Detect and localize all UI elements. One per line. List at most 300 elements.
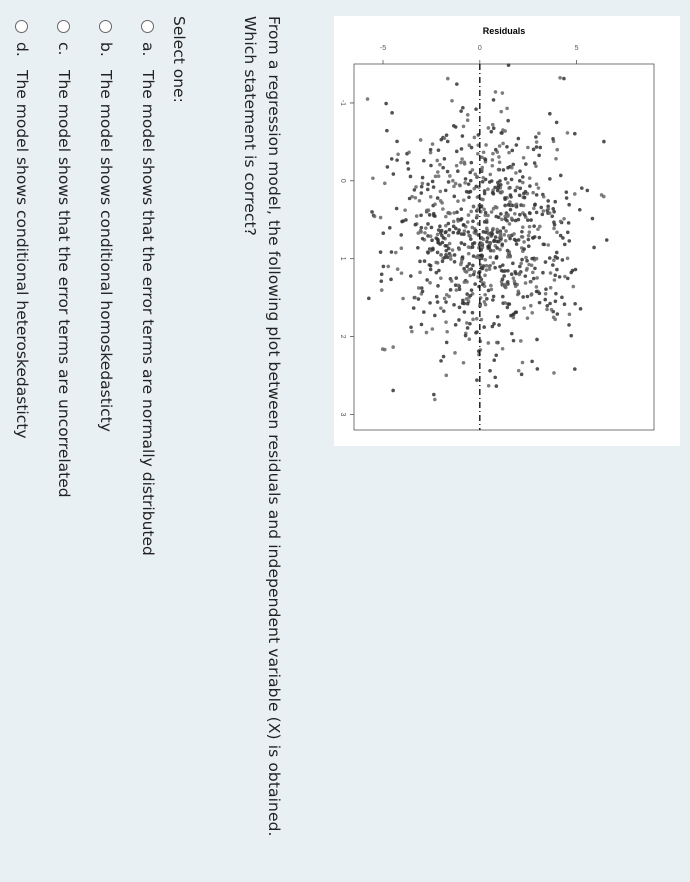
data-point bbox=[495, 246, 499, 250]
data-point bbox=[404, 218, 408, 222]
data-point bbox=[561, 258, 565, 262]
data-point bbox=[514, 189, 518, 193]
data-point bbox=[444, 374, 448, 378]
data-point bbox=[419, 138, 423, 142]
data-point bbox=[553, 318, 557, 322]
data-point bbox=[503, 233, 507, 237]
data-point bbox=[548, 112, 552, 116]
data-point bbox=[420, 286, 424, 290]
data-point bbox=[400, 271, 404, 275]
data-point bbox=[513, 279, 517, 283]
data-point bbox=[470, 161, 474, 165]
data-point bbox=[442, 236, 446, 240]
data-point bbox=[409, 325, 413, 329]
data-point bbox=[445, 330, 449, 334]
x-tick-label: 1 bbox=[339, 256, 346, 261]
data-point bbox=[462, 232, 466, 236]
data-point bbox=[580, 186, 584, 190]
data-point bbox=[531, 236, 535, 240]
data-point bbox=[464, 177, 468, 181]
data-point bbox=[522, 156, 526, 160]
data-point bbox=[499, 231, 503, 235]
data-point bbox=[485, 227, 489, 231]
data-point bbox=[566, 230, 570, 234]
data-point bbox=[506, 306, 510, 310]
data-point bbox=[498, 160, 502, 164]
data-point bbox=[555, 251, 559, 255]
data-point bbox=[503, 301, 507, 305]
data-point bbox=[518, 213, 522, 217]
data-point bbox=[567, 239, 571, 243]
data-point bbox=[439, 306, 443, 310]
data-point bbox=[431, 142, 435, 146]
data-point bbox=[420, 226, 424, 230]
data-point bbox=[518, 179, 522, 183]
data-point bbox=[469, 179, 473, 183]
data-point bbox=[444, 215, 448, 219]
data-point bbox=[526, 316, 530, 320]
data-point bbox=[445, 133, 449, 137]
data-point bbox=[573, 302, 577, 306]
data-point bbox=[528, 230, 532, 234]
data-point bbox=[452, 225, 456, 229]
data-point bbox=[467, 245, 471, 249]
data-point bbox=[602, 140, 606, 144]
data-point bbox=[386, 265, 390, 269]
data-point bbox=[487, 126, 491, 130]
data-point bbox=[513, 212, 517, 216]
option-d-letter: d. bbox=[13, 42, 31, 57]
data-point bbox=[472, 254, 476, 258]
data-point bbox=[549, 271, 553, 275]
data-point bbox=[423, 259, 427, 263]
data-point bbox=[445, 341, 449, 345]
data-point bbox=[383, 181, 387, 185]
data-point bbox=[390, 157, 394, 161]
data-point bbox=[467, 234, 471, 238]
data-point bbox=[482, 238, 486, 242]
data-point bbox=[526, 218, 530, 222]
data-point bbox=[527, 238, 531, 242]
data-point bbox=[429, 195, 433, 199]
data-point bbox=[475, 317, 479, 321]
data-point bbox=[371, 176, 375, 180]
data-point bbox=[467, 268, 471, 272]
data-point bbox=[506, 249, 510, 253]
data-point bbox=[453, 253, 457, 257]
data-point bbox=[495, 384, 499, 388]
question-line-1: From a regression model, the following plot between residuals and independent variable (X) is obtained. bbox=[265, 16, 283, 837]
data-point bbox=[425, 209, 429, 213]
data-point bbox=[518, 187, 522, 191]
data-point bbox=[524, 162, 528, 166]
radio-button-c[interactable] bbox=[58, 20, 71, 33]
data-point bbox=[542, 195, 546, 199]
data-point bbox=[548, 211, 552, 215]
data-point bbox=[530, 311, 534, 315]
data-point bbox=[600, 193, 604, 197]
data-point bbox=[467, 262, 471, 266]
data-point bbox=[550, 308, 554, 312]
data-point bbox=[436, 261, 440, 265]
data-point bbox=[537, 131, 541, 135]
data-point bbox=[499, 183, 503, 187]
data-point bbox=[532, 224, 536, 228]
data-point bbox=[510, 149, 514, 153]
data-point bbox=[471, 242, 475, 246]
option-b[interactable] bbox=[94, 20, 118, 432]
data-point bbox=[510, 216, 514, 220]
data-point bbox=[592, 246, 596, 250]
data-point bbox=[525, 267, 529, 271]
data-point bbox=[460, 258, 464, 262]
data-point bbox=[436, 196, 440, 200]
data-point bbox=[537, 186, 541, 190]
option-d[interactable] bbox=[10, 20, 34, 439]
data-point bbox=[494, 235, 498, 239]
data-point bbox=[462, 198, 466, 202]
data-point bbox=[535, 338, 539, 342]
data-point bbox=[494, 256, 498, 260]
data-point bbox=[450, 99, 454, 103]
data-point bbox=[490, 231, 494, 235]
data-point bbox=[435, 295, 439, 299]
data-point bbox=[472, 205, 476, 209]
data-point bbox=[437, 228, 441, 232]
data-point bbox=[492, 126, 496, 130]
data-point bbox=[530, 257, 534, 261]
data-point bbox=[434, 175, 438, 179]
data-point bbox=[519, 262, 523, 266]
data-point bbox=[504, 217, 508, 221]
option-c-text: The model shows that the error terms are uncorrelated bbox=[55, 70, 73, 498]
data-point bbox=[553, 273, 557, 277]
data-point bbox=[492, 358, 496, 362]
data-point bbox=[503, 196, 507, 200]
data-point bbox=[484, 211, 488, 215]
data-point bbox=[421, 176, 425, 180]
data-point bbox=[379, 279, 383, 283]
data-point bbox=[451, 231, 455, 235]
data-point bbox=[466, 220, 470, 224]
data-point bbox=[494, 90, 498, 94]
data-point bbox=[497, 168, 501, 172]
data-point bbox=[391, 389, 395, 393]
data-point bbox=[494, 353, 498, 357]
data-point bbox=[521, 361, 525, 365]
data-point bbox=[522, 247, 526, 251]
data-point bbox=[567, 221, 571, 225]
data-point bbox=[500, 131, 504, 135]
data-point bbox=[562, 77, 566, 81]
data-point bbox=[591, 217, 595, 221]
data-point bbox=[492, 261, 496, 265]
data-point bbox=[494, 215, 498, 219]
data-point bbox=[395, 140, 399, 144]
data-point bbox=[447, 180, 451, 184]
data-point bbox=[501, 295, 505, 299]
data-point bbox=[418, 271, 422, 275]
data-point bbox=[444, 253, 448, 257]
data-point bbox=[536, 227, 540, 231]
data-point bbox=[536, 367, 540, 371]
data-point bbox=[526, 146, 530, 150]
data-point bbox=[508, 302, 512, 306]
data-point bbox=[507, 186, 511, 190]
data-point bbox=[503, 204, 507, 208]
data-point bbox=[454, 323, 458, 327]
data-point bbox=[446, 170, 450, 174]
data-point bbox=[470, 146, 474, 150]
data-point bbox=[507, 151, 511, 155]
data-point bbox=[463, 161, 467, 165]
data-point bbox=[529, 304, 533, 308]
data-point bbox=[555, 121, 559, 125]
data-point bbox=[511, 262, 515, 266]
data-point bbox=[492, 295, 496, 299]
data-point bbox=[554, 255, 558, 259]
data-point bbox=[498, 265, 502, 269]
data-point bbox=[527, 244, 531, 248]
data-point bbox=[552, 371, 556, 375]
data-point bbox=[426, 182, 430, 186]
data-point bbox=[542, 243, 546, 247]
data-point bbox=[426, 188, 430, 192]
data-point bbox=[530, 263, 534, 267]
data-point bbox=[507, 203, 511, 207]
data-point bbox=[555, 268, 559, 272]
x-tick-label: 3 bbox=[339, 412, 346, 417]
data-point bbox=[433, 398, 437, 402]
data-point bbox=[548, 177, 552, 181]
data-point bbox=[448, 212, 452, 216]
data-point bbox=[448, 228, 452, 232]
data-point bbox=[497, 240, 501, 244]
data-point bbox=[370, 210, 374, 214]
data-point bbox=[384, 102, 388, 106]
x-tick-label: -1 bbox=[339, 99, 346, 107]
data-point bbox=[489, 255, 493, 259]
data-point bbox=[475, 214, 479, 218]
data-point bbox=[539, 206, 543, 210]
data-point bbox=[468, 171, 472, 175]
data-point bbox=[415, 214, 419, 218]
data-point bbox=[414, 223, 418, 227]
data-point bbox=[500, 190, 504, 194]
data-point bbox=[497, 323, 501, 327]
data-point bbox=[522, 306, 526, 310]
data-point bbox=[463, 229, 467, 233]
data-point bbox=[563, 275, 567, 279]
data-point bbox=[527, 234, 531, 238]
data-point bbox=[455, 150, 459, 154]
data-point bbox=[386, 165, 390, 169]
data-point bbox=[489, 284, 493, 288]
data-point bbox=[460, 241, 464, 245]
data-point bbox=[586, 189, 590, 193]
data-point bbox=[485, 220, 489, 224]
data-point bbox=[436, 284, 440, 288]
data-point bbox=[462, 361, 466, 365]
data-point bbox=[512, 276, 516, 280]
data-point bbox=[531, 271, 535, 275]
data-point bbox=[535, 276, 539, 280]
data-point bbox=[435, 159, 439, 163]
data-point bbox=[500, 243, 504, 247]
data-point bbox=[481, 176, 485, 180]
data-point bbox=[419, 213, 423, 217]
data-point bbox=[437, 148, 441, 152]
data-point bbox=[487, 341, 491, 345]
option-c[interactable] bbox=[52, 20, 76, 498]
data-point bbox=[441, 207, 445, 211]
data-point bbox=[474, 229, 478, 233]
data-point bbox=[467, 195, 471, 199]
data-point bbox=[490, 288, 494, 292]
data-point bbox=[552, 210, 556, 214]
data-point bbox=[499, 212, 503, 216]
data-point bbox=[524, 256, 528, 260]
data-point bbox=[506, 119, 510, 123]
data-point bbox=[530, 360, 534, 364]
data-point bbox=[445, 244, 449, 248]
radio-button-b[interactable] bbox=[100, 20, 113, 33]
y-tick-label: 0 bbox=[477, 45, 482, 52]
data-point bbox=[553, 278, 557, 282]
data-point bbox=[471, 318, 475, 322]
data-point bbox=[419, 191, 423, 195]
data-point bbox=[473, 282, 477, 286]
data-point bbox=[554, 292, 558, 296]
data-point bbox=[441, 166, 445, 170]
data-point bbox=[533, 202, 537, 206]
data-point bbox=[542, 209, 546, 213]
data-point bbox=[400, 246, 404, 250]
data-point bbox=[436, 300, 440, 304]
data-point bbox=[480, 254, 484, 258]
data-point bbox=[534, 164, 538, 168]
data-point bbox=[390, 111, 394, 115]
data-point bbox=[507, 63, 511, 67]
data-point bbox=[509, 193, 513, 197]
data-point bbox=[490, 210, 494, 214]
data-point bbox=[559, 234, 563, 238]
data-point bbox=[500, 218, 504, 222]
data-point bbox=[438, 242, 442, 246]
data-point bbox=[483, 284, 487, 288]
data-point bbox=[396, 152, 400, 156]
data-point bbox=[518, 194, 522, 198]
option-a[interactable] bbox=[136, 20, 160, 556]
data-point bbox=[492, 239, 496, 243]
data-point bbox=[538, 236, 542, 240]
data-point bbox=[471, 264, 475, 268]
data-point bbox=[392, 172, 396, 176]
data-point bbox=[462, 267, 466, 271]
data-point bbox=[461, 134, 465, 138]
data-point bbox=[467, 190, 471, 194]
data-point bbox=[495, 228, 499, 232]
data-point bbox=[565, 190, 569, 194]
data-point bbox=[452, 124, 456, 128]
data-point bbox=[440, 201, 444, 205]
data-point bbox=[449, 288, 453, 292]
data-point bbox=[554, 299, 558, 303]
data-point bbox=[471, 311, 475, 315]
data-point bbox=[578, 208, 582, 212]
data-point bbox=[431, 180, 435, 184]
data-point bbox=[464, 334, 468, 338]
data-point bbox=[495, 341, 499, 345]
data-point bbox=[494, 205, 498, 209]
data-point bbox=[491, 152, 495, 156]
data-point bbox=[466, 326, 470, 330]
radio-button-a[interactable] bbox=[142, 20, 155, 33]
data-point bbox=[553, 200, 557, 204]
data-point bbox=[523, 213, 527, 217]
data-point bbox=[440, 229, 444, 233]
data-point bbox=[448, 174, 452, 178]
data-point bbox=[470, 288, 474, 292]
data-point bbox=[443, 157, 447, 161]
data-point bbox=[497, 155, 501, 159]
data-point bbox=[422, 159, 426, 163]
data-point bbox=[486, 187, 490, 191]
data-point bbox=[528, 225, 532, 229]
data-point bbox=[480, 242, 484, 246]
y-axis-label: Residuals bbox=[482, 26, 526, 36]
data-point bbox=[501, 142, 505, 146]
data-point bbox=[463, 181, 467, 185]
data-point bbox=[428, 213, 432, 217]
data-point bbox=[448, 242, 452, 246]
data-point bbox=[504, 229, 508, 233]
data-point bbox=[566, 256, 570, 260]
data-point bbox=[436, 170, 440, 174]
data-point bbox=[504, 239, 508, 243]
data-point bbox=[552, 227, 556, 231]
data-point bbox=[383, 348, 387, 352]
data-point bbox=[437, 174, 441, 178]
data-point bbox=[559, 220, 563, 224]
data-point bbox=[573, 132, 577, 136]
data-point bbox=[487, 384, 491, 388]
plot-frame bbox=[354, 64, 654, 430]
data-point bbox=[520, 258, 524, 262]
data-point bbox=[545, 304, 549, 308]
data-point bbox=[559, 174, 563, 178]
radio-button-d[interactable] bbox=[16, 20, 29, 33]
data-point bbox=[430, 226, 434, 230]
data-point bbox=[433, 202, 437, 206]
data-point bbox=[451, 248, 455, 252]
select-one-label: Select one: bbox=[170, 16, 188, 103]
data-point bbox=[516, 293, 520, 297]
data-point bbox=[521, 225, 525, 229]
data-point bbox=[467, 252, 471, 256]
data-point bbox=[431, 327, 435, 331]
data-point bbox=[512, 232, 516, 236]
data-point bbox=[465, 292, 469, 296]
data-point bbox=[400, 220, 404, 224]
data-point bbox=[487, 246, 491, 250]
data-point bbox=[486, 236, 490, 240]
data-point bbox=[535, 193, 539, 197]
y-tick-label: 5 bbox=[574, 45, 579, 52]
data-point bbox=[439, 276, 443, 280]
data-point bbox=[524, 281, 528, 285]
data-point bbox=[406, 161, 410, 165]
